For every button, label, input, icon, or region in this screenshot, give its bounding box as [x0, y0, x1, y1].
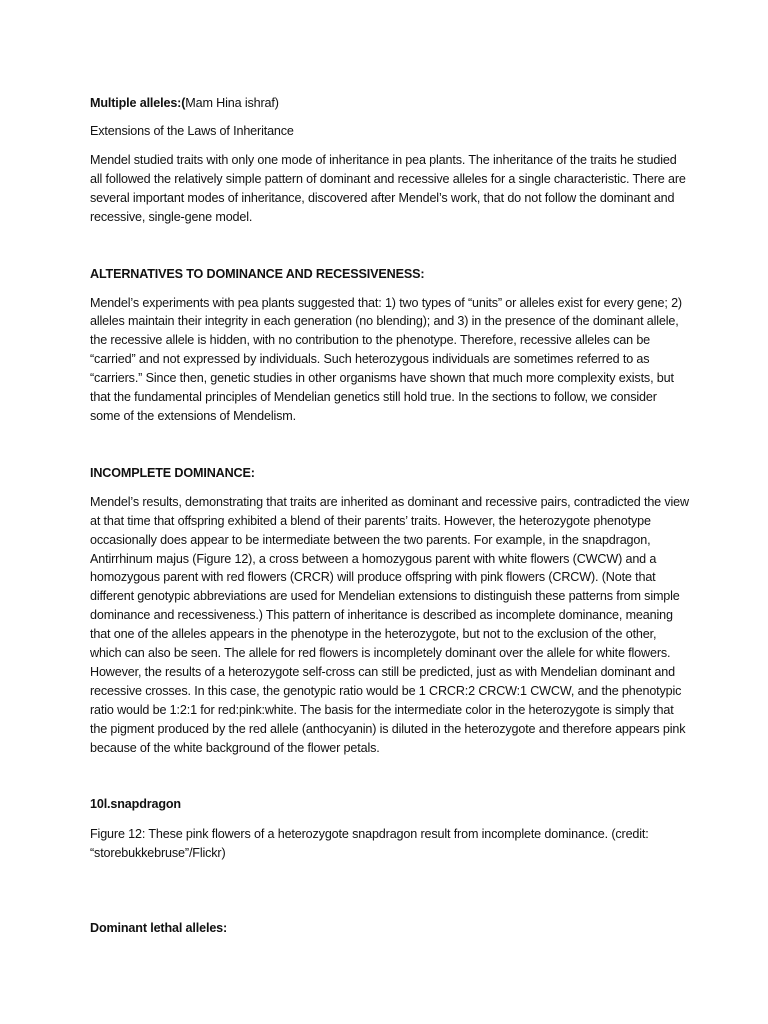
section-body-incomplete-dominance: Mendel’s results, demonstrating that traits are inherited as dominant and recessive pairs, contradicted the view at that time that offspring exhibited a blend of their parents’ traits. However, the heterozygote phenotype occasionally does appear to be intermediate between the two parents. For example, in the snapdragon, Antirrhinum majus (Figure 12), a cross between a homozygous parent with white flowers (CWCW) and a homozygous parent with red flowers (CRCR) will produce offspring with pink flowers (CRCW). (Note that different genotypic abbreviations are used for Mendelian extensions to distinguish these patterns from simple dominance and recessiveness.) This pattern of inheritance is described as incomplete dominance, meaning that one of the alleles appears in the phenotype in the heterozygote, but not to the exclusion of the other, which can also be seen. The allele for red flowers is incompletely dominant over the allele for white flowers. However, the results of a heterozygote self-cross can still be predicted, just as with Mendelian dominant and recessive crosses. In this case, the genotypic ratio would be 1 CRCR:2 CRCW:1 CWCW, and the phenotypic ratio would be 1:2:1 for red:pink:white. The basis for the intermediate color in the heterozygote is simply that the pigment produced by the red allele (anthocyanin) is diluted in the heterozygote and therefore appears pink because of the white background of the flower petals.	[90, 494, 689, 755]
section-heading-alternatives: ALTERNATIVES TO DOMINANCE AND RECESSIVENESS:	[90, 266, 425, 281]
document-title	[90, 94, 690, 122]
intro-paragraph: Mendel studied traits with only one mode of inheritance in pea plants. The inheritance of the traits he studied all followed the relatively simple pattern of dominant and recessive alleles for a single characteristic. There are several important modes of inheritance, discovered after Mendel’s work, that do not follow the dominant and recessive, single-gene model.	[90, 153, 686, 224]
document-title-author: Mam Hina ishraf)	[185, 96, 279, 110]
section-body-alternatives: Mendel’s experiments with pea plants suggested that: 1) two types of “units” or alleles exist for every gene; 2) alleles maintain their integrity in each generation (no blending); and 3) in the presence of the dominant allele, the recessive allele is hidden, with no contribution to the phenotype. Therefore, recessive alleles can be “carried” and not expressed by individuals. Such heterozygous individuals are sometimes referred to as “carriers.” Since then, genetic studies in other organisms have shown that much more complexity exists, but that the fundamental principles of Mendelian genetics still hold true. In the sections to follow, we consider some of the extensions of Mendelism.	[90, 295, 682, 423]
document-title-bold: Multiple alleles:(	[90, 96, 186, 110]
document-page	[90, 94, 690, 938]
document-subtitle: Extensions of the Laws of Inheritance	[90, 124, 294, 138]
section-heading-dominant-lethal: Dominant lethal alleles:	[90, 921, 228, 936]
figure-caption: Figure 12: These pink flowers of a heterozygote snapdragon result from incomplete dominance. (credit: “storebukkebruse”/Flickr)	[90, 827, 649, 861]
figure-label: 10l.snapdragon	[90, 797, 181, 812]
section-heading-incomplete-dominance: INCOMPLETE DOMINANCE:	[90, 465, 255, 480]
